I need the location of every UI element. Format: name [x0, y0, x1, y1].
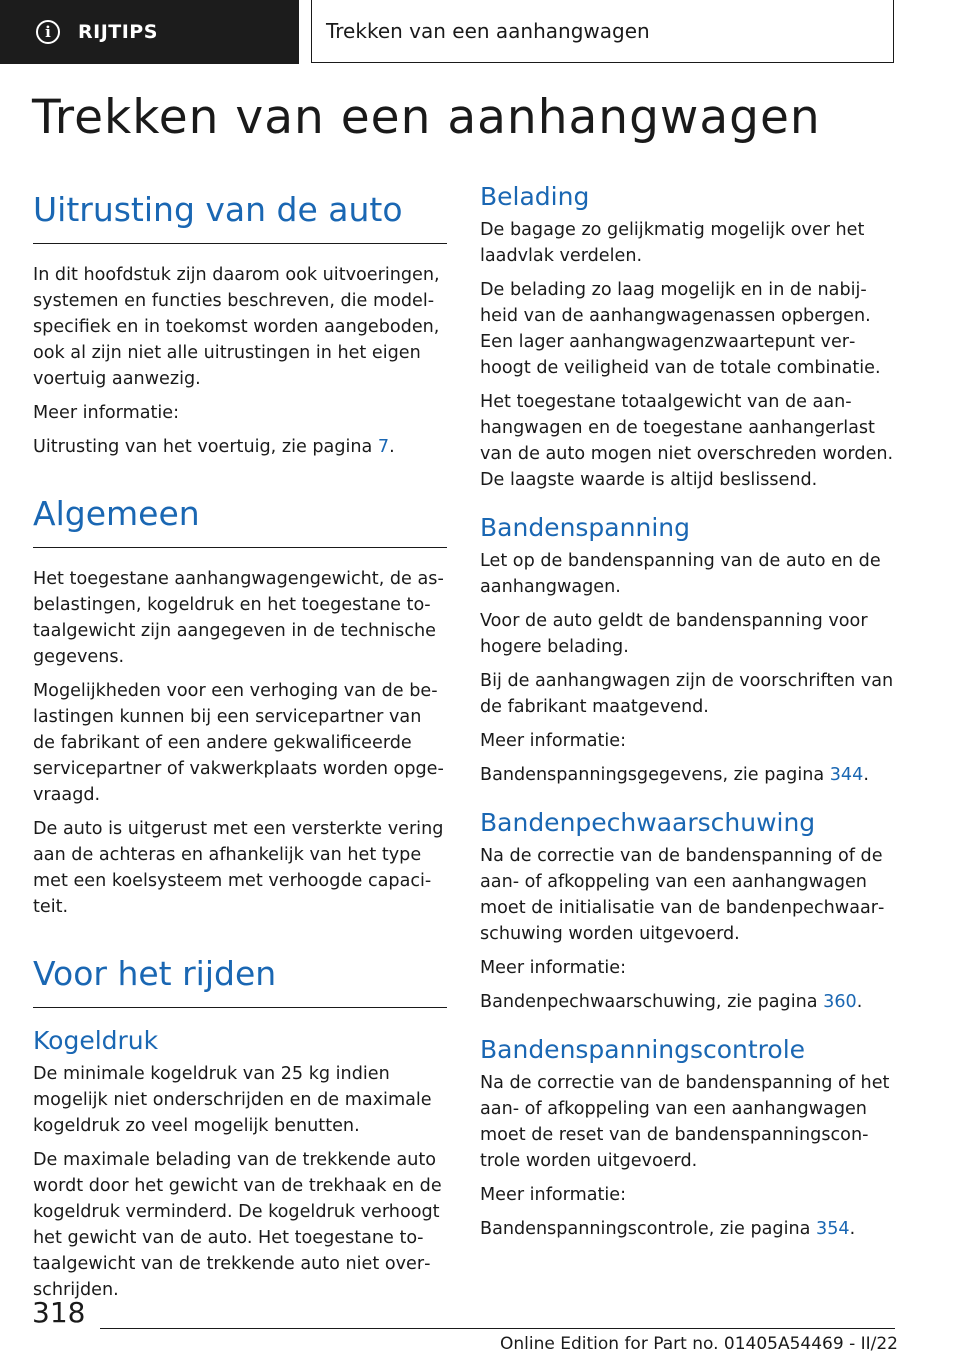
heading-bandenpechwaarschuwing: Bandenpechwaarschuwing — [480, 808, 816, 837]
section-voor-het-rijden — [33, 946, 447, 1303]
page-link[interactable]: 344 — [829, 765, 864, 785]
paragraph: De maximale belading van de trekkende auto wordt door het gewicht van de trekhaak en de kogeldruk verminderd. De kogeldruk verhoogt het gewicht van de auto. Het toegestane totaalgewicht van de trekkende auto niet overschrijden. — [33, 1150, 442, 1300]
page-reference: Uitrusting van het voertuig, zie pagina 7. — [33, 437, 395, 457]
paragraph: Na de correctie van de bandenspanning of het aan- of afkoppeling van een aanhangwagen moet de reset van de bandenspanningscontrole worden uitgevoerd. — [480, 1073, 890, 1171]
heading-bandenspanning: Bandenspanning — [480, 513, 690, 542]
paragraph: Let op de bandenspanning van de auto en de aanhangwagen. — [480, 551, 881, 597]
section-bandenpechwaarschuwing — [480, 808, 896, 1015]
page-title: Trekken van een aanhangwagen — [32, 90, 821, 145]
page-link[interactable]: 360 — [823, 992, 857, 1012]
paragraph: In dit hoofdstuk zijn daarom ook uitvoeringen, systemen en functies beschreven, die modelspecifiek en in toekomst worden aangeboden, ook al zijn niet alle uitrustingen in het eigen voertuig aanwezig. — [33, 265, 440, 389]
footer-edition: Online Edition for Part no. 01405A54469 - II/22 — [499, 1334, 898, 1354]
section-algemeen — [33, 486, 447, 920]
paragraph: De belading zo laag mogelijk en in de nabijheid van de aanhangwagenassen opbergen. Een lager aanhangwagenzwaartepunt verhoogt de veiligheid van de totale combinatie. — [480, 280, 881, 378]
paragraph: Bij de aanhangwagen zijn de voorschriften van de fabrikant maatgevend. — [480, 671, 894, 717]
paragraph: De minimale kogeldruk van 25 kg indien mogelijk niet onderschrijden en de maximale kogeldruk zo veel mogelijk benutten. — [33, 1064, 432, 1136]
page-link[interactable]: 7 — [377, 437, 390, 457]
more-info-label: Meer informatie: — [33, 403, 180, 423]
page-number: 318 — [32, 1296, 86, 1329]
section-bandenspanning — [480, 513, 896, 788]
heading-algemeen: Algemeen — [33, 486, 447, 548]
paragraph: De auto is uitgerust met een versterkte vering aan de achteras en afhankelijk van het type met een koelsysteem met verhoogde capaciteit. — [33, 819, 444, 917]
right-column — [480, 182, 896, 1262]
section-belading — [480, 182, 896, 493]
chapter-header — [311, 0, 894, 63]
left-column — [33, 182, 447, 1329]
heading-belading: Belading — [480, 182, 590, 211]
section-label: RIJTIPS — [78, 21, 158, 43]
more-info-label: Meer informatie: — [480, 731, 627, 751]
section-uitrusting — [33, 182, 447, 460]
heading-uitrusting: Uitrusting van de auto — [33, 182, 447, 244]
paragraph: Mogelijkheden voor een verhoging van de belastingen kunnen bij een servicepartner van de fabrikant of een andere gekwalificeerde servicepartner of vakwerkplaats worden opgevraagd. — [33, 681, 444, 805]
page-reference: Bandenspanningsgegevens, zie pagina 344. — [480, 765, 869, 785]
paragraph: Het toegestane aanhangwagengewicht, de asbelastingen, kogeldruk en het toegestane totaalgewicht zijn aangegeven in de technische gegevens. — [33, 569, 444, 667]
footer-divider — [100, 1328, 895, 1329]
section-tab — [0, 0, 299, 64]
more-info-label: Meer informatie: — [480, 958, 627, 978]
paragraph: Het toegestane totaalgewicht van de aanhangwagen en de toegestane aanhangerlast van de auto mogen niet overschreden worden. De laagste waarde is altijd beslissend. — [480, 392, 894, 490]
heading-bandenspanningscontrole: Bandenspanningscontrole — [480, 1035, 806, 1064]
paragraph: Voor de auto geldt de bandenspanning voor hogere belading. — [480, 611, 868, 657]
heading-voor-het-rijden: Voor het rijden — [33, 946, 447, 1008]
page-reference: Bandenpechwaarschuwing, zie pagina 360. — [480, 992, 863, 1012]
page-reference: Bandenspanningscontrole, zie pagina 354. — [480, 1219, 856, 1239]
paragraph: De bagage zo gelijkmatig mogelijk over het laadvlak verdelen. — [480, 220, 865, 266]
heading-kogeldruk: Kogeldruk — [33, 1026, 159, 1055]
section-bandenspanningscontrole — [480, 1035, 896, 1242]
chapter-title: Trekken van een aanhangwagen — [326, 19, 650, 43]
paragraph: Na de correctie van de bandenspanning of de aan- of afkoppeling van een aanhangwagen moet de initialisatie van de bandenpechwaarschuwing worden uitgevoerd. — [480, 846, 885, 944]
info-icon: i — [36, 20, 60, 44]
page-link[interactable]: 354 — [816, 1219, 850, 1239]
more-info-label: Meer informatie: — [480, 1185, 627, 1205]
